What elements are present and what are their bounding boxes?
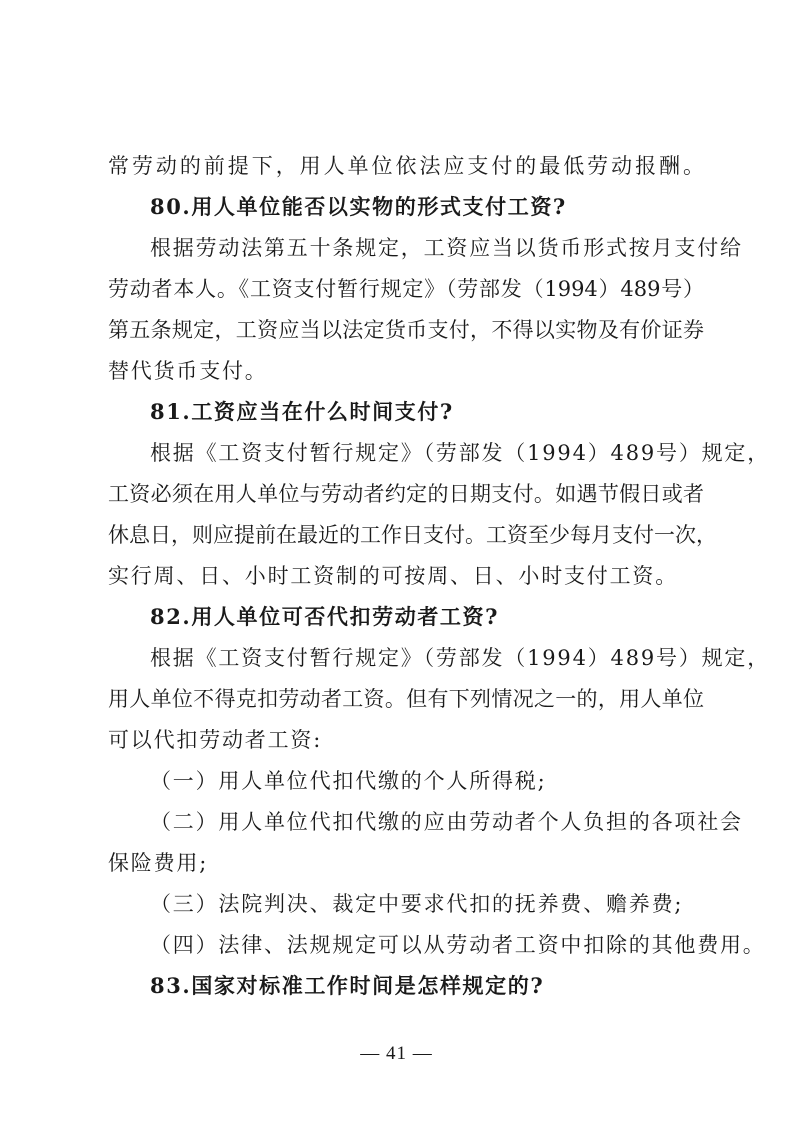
paragraph-line: 替代货币支付。 [108,359,268,383]
paragraph-line: 休息日，则应提前在最近的工作日支付。工资至少每月支付一次， [108,523,717,547]
paragraph-line: 根据《工资支付暂行规定》（劳部发（1994）489号）规定， [150,646,771,670]
section-heading-80: 80.用人单位能否以实物的形式支付工资? [150,194,567,219]
paragraph-line: 可以代扣劳动者工资: [108,728,323,752]
section-heading-81: 81.工资应当在什么时间支付? [150,399,454,424]
section-heading-83: 83.国家对标准工作时间是怎样规定的? [150,973,545,998]
paragraph-line: 劳动者本人。《工资支付暂行规定》（劳部发（1994）489号） [108,277,704,301]
section-heading-82: 82.用人单位可否代扣劳动者工资? [150,604,500,629]
list-item: （一）用人单位代扣代缴的个人所得税; [150,769,547,793]
paragraph-line: 保险费用; [108,851,209,875]
paragraph-line: 根据劳动法第五十条规定，工资应当以货币形式按月支付给 [150,236,743,260]
list-item: （四）法律、法规规定可以从劳动者工资中扣除的其他费用。 [150,933,766,957]
list-item: （三）法院判决、裁定中要求代扣的抚养费、赡养费; [150,892,684,916]
paragraph-line: 工资必须在用人单位与劳动者约定的日期支付。如遇节假日或者 [108,482,704,506]
paragraph-line: 根据《工资支付暂行规定》（劳部发（1994）489号）规定， [150,441,771,465]
paragraph-line: 实行周、日、小时工资制的可按周、日、小时支付工资。 [108,564,678,588]
paragraph-line: 常劳动的前提下，用人单位依法应支付的最低劳动报酬。 [108,154,704,178]
paragraph-line: 第五条规定，工资应当以法定货币支付，不得以实物及有价证券 [108,318,704,342]
paragraph-line: 用人单位不得克扣劳动者工资。但有下列情况之一的，用人单位 [108,687,704,711]
page-number: — 41 — [360,1043,433,1064]
list-item: （二）用人单位代扣代缴的应由劳动者个人负担的各项社会 [150,810,743,834]
